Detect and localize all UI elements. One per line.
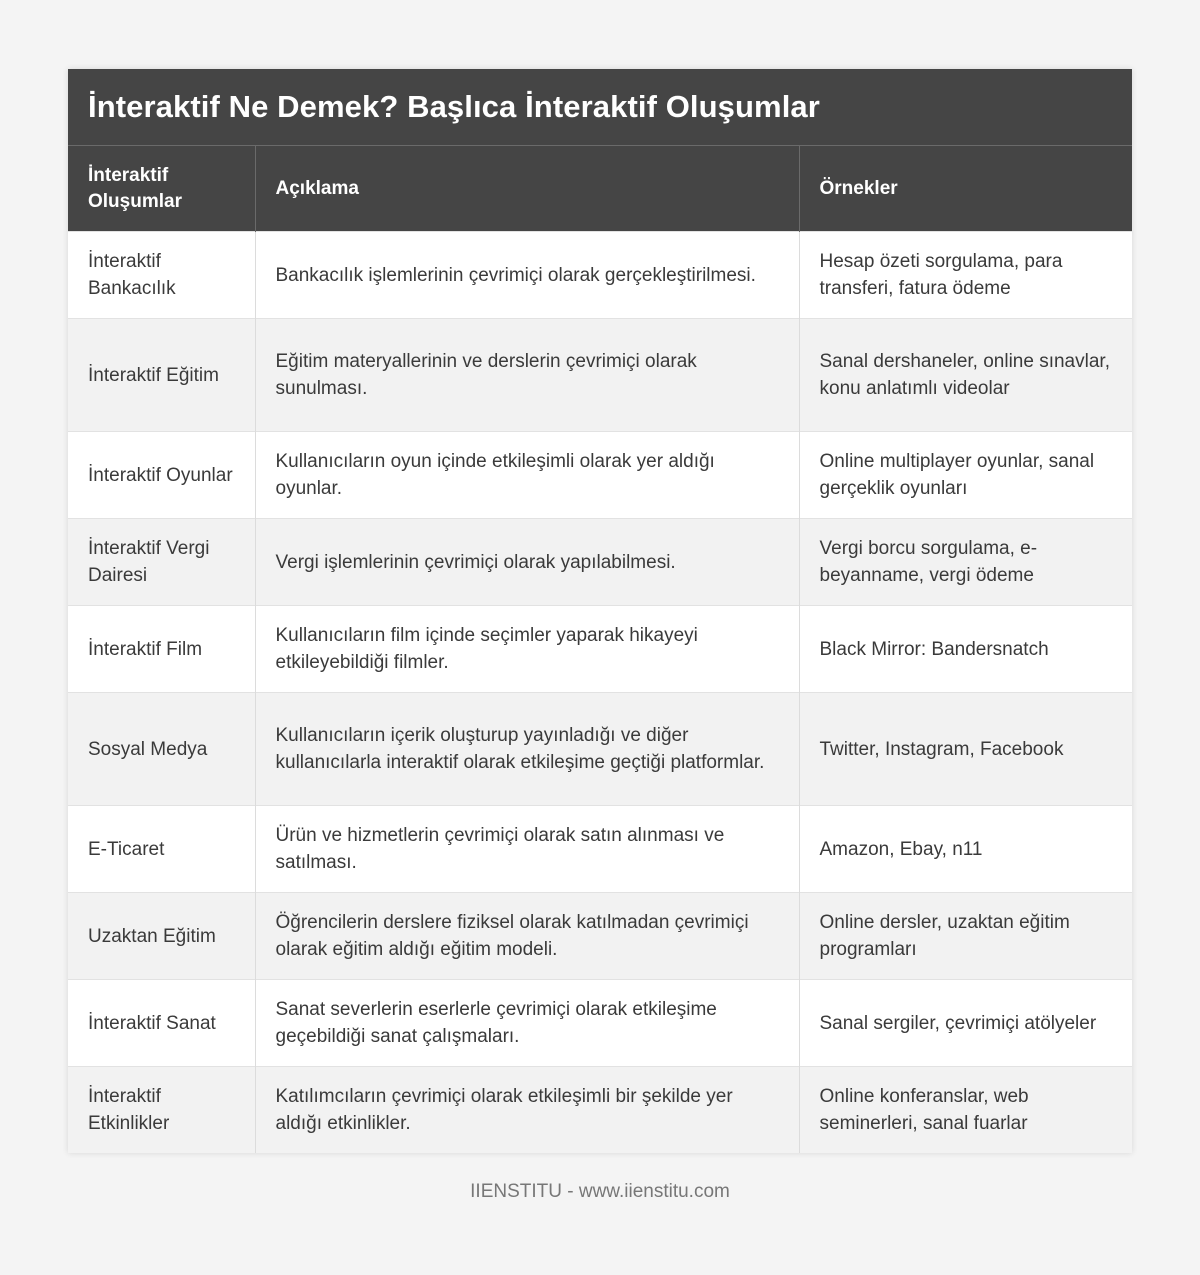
cell-name: İnteraktif Bankacılık — [68, 232, 255, 319]
cell-name: İnteraktif Oyunlar — [68, 432, 255, 519]
cell-name: İnteraktif Etkinlikler — [68, 1067, 255, 1154]
table-row — [68, 1067, 1132, 1154]
column-header-examples: Örnekler — [799, 146, 1132, 232]
page-title: İnteraktif Ne Demek? Başlıca İnteraktif Oluşumlar — [88, 89, 820, 124]
cell-name: Sosyal Medya — [68, 693, 255, 806]
cell-name: İnteraktif Film — [68, 606, 255, 693]
table-body — [68, 232, 1132, 1154]
cell-name: İnteraktif Sanat — [68, 980, 255, 1067]
table-row — [68, 693, 1132, 806]
cell-description: Sanat severlerin eserlerle çevrimiçi olarak etkileşime geçebildiği sanat çalışmaları. — [255, 980, 799, 1067]
cell-examples: Black Mirror: Bandersnatch — [799, 606, 1132, 693]
column-header-description: Açıklama — [255, 146, 799, 232]
header-row — [68, 146, 1132, 232]
cell-name: Uzaktan Eğitim — [68, 893, 255, 980]
table-header — [68, 146, 1132, 232]
cell-description: Kullanıcıların film içinde seçimler yaparak hikayeyi etkileyebildiği filmler. — [255, 606, 799, 693]
table-row — [68, 893, 1132, 980]
table-row — [68, 806, 1132, 893]
cell-examples: Online dersler, uzaktan eğitim programları — [799, 893, 1132, 980]
cell-examples: Hesap özeti sorgulama, para transferi, fatura ödeme — [799, 232, 1132, 319]
cell-description: Kullanıcıların içerik oluşturup yayınladığı ve diğer kullanıcılarla interaktif olarak etkileşime geçtiği platformlar. — [255, 693, 799, 806]
cell-description: Öğrencilerin derslere fiziksel olarak katılmadan çevrimiçi olarak eğitim aldığı eğitim modeli. — [255, 893, 799, 980]
cell-examples: Twitter, Instagram, Facebook — [799, 693, 1132, 806]
cell-examples: Vergi borcu sorgulama, e-beyanname, vergi ödeme — [799, 519, 1132, 606]
cell-description: Eğitim materyallerinin ve derslerin çevrimiçi olarak sunulması. — [255, 319, 799, 432]
table-row — [68, 519, 1132, 606]
cell-name: E-Ticaret — [68, 806, 255, 893]
column-header-name: İnteraktif Oluşumlar — [68, 146, 255, 232]
cell-description: Bankacılık işlemlerinin çevrimiçi olarak gerçekleştirilmesi. — [255, 232, 799, 319]
cell-description: Kullanıcıların oyun içinde etkileşimli olarak yer aldığı oyunlar. — [255, 432, 799, 519]
table-row — [68, 980, 1132, 1067]
cell-examples: Online konferanslar, web seminerleri, sanal fuarlar — [799, 1067, 1132, 1154]
title-bar — [68, 69, 1132, 146]
cell-examples: Sanal dershaneler, online sınavlar, konu anlatımlı videolar — [799, 319, 1132, 432]
footer-credit: IIENSTITU - www.iienstitu.com — [470, 1181, 730, 1202]
cell-name: İnteraktif Vergi Dairesi — [68, 519, 255, 606]
table-card — [68, 69, 1132, 1153]
cell-description: Ürün ve hizmetlerin çevrimiçi olarak satın alınması ve satılması. — [255, 806, 799, 893]
cell-examples: Amazon, Ebay, n11 — [799, 806, 1132, 893]
table-row — [68, 606, 1132, 693]
cell-description: Katılımcıların çevrimiçi olarak etkileşimli bir şekilde yer aldığı etkinlikler. — [255, 1067, 799, 1154]
table-row — [68, 319, 1132, 432]
table-row — [68, 432, 1132, 519]
table-row — [68, 232, 1132, 319]
data-table — [68, 146, 1132, 1153]
cell-name: İnteraktif Eğitim — [68, 319, 255, 432]
cell-examples: Sanal sergiler, çevrimiçi atölyeler — [799, 980, 1132, 1067]
cell-examples: Online multiplayer oyunlar, sanal gerçeklik oyunları — [799, 432, 1132, 519]
cell-description: Vergi işlemlerinin çevrimiçi olarak yapılabilmesi. — [255, 519, 799, 606]
